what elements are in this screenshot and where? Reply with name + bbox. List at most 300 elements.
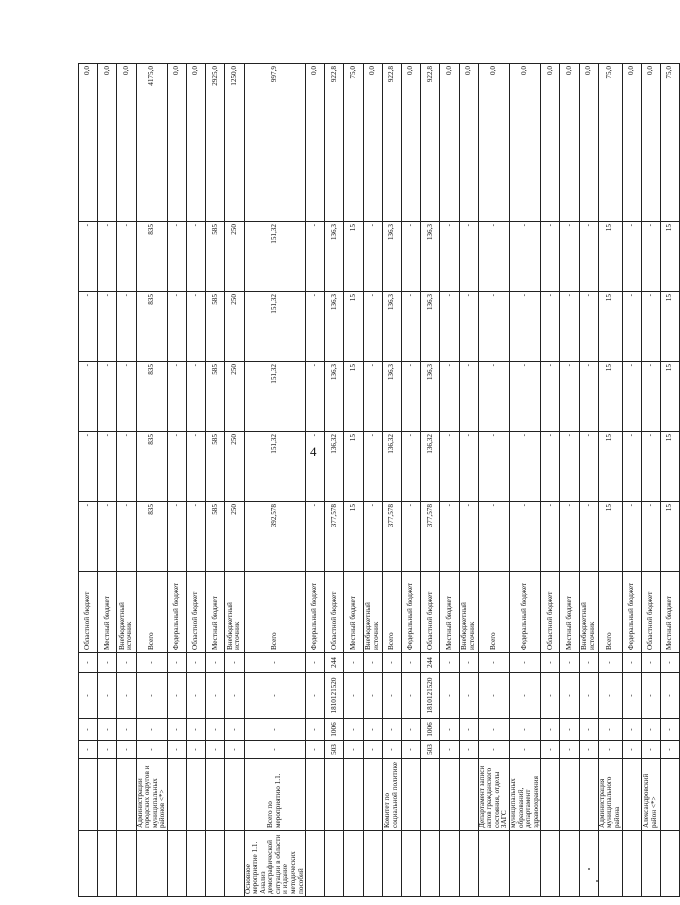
cell-source: Местный бюджет	[344, 572, 363, 653]
cell-v2020: -	[541, 222, 560, 292]
cell-rzpr: -	[622, 719, 641, 741]
cell-v2016: -	[541, 502, 560, 572]
cell-grbs: -	[459, 741, 478, 759]
cell-v2018: -	[579, 362, 598, 432]
cell-v2018: 835	[136, 362, 167, 432]
cell-v2016: -	[79, 502, 98, 572]
cell-source: Всего	[244, 572, 306, 653]
cell-rzpr: -	[187, 719, 206, 741]
cell-rzpr: -	[363, 719, 382, 741]
table-row	[598, 64, 622, 897]
cell-rzpr: -	[98, 719, 117, 741]
cell-v2020: -	[167, 222, 186, 292]
cell-v2020: 250	[225, 222, 244, 292]
cell-grbs: -	[206, 741, 225, 759]
cell-v2016: -	[363, 502, 382, 572]
cell-v2018: -	[478, 362, 509, 432]
cell-v2017: 136,32	[421, 432, 440, 502]
cell-source: Областной бюджет	[325, 572, 344, 653]
cell-source: Местный бюджет	[660, 572, 679, 653]
cell-total: 922,8	[421, 64, 440, 222]
table-row	[402, 64, 421, 897]
cell-v2017: 15	[598, 432, 622, 502]
cell-v2019: 835	[136, 292, 167, 362]
cell-rzpr: -	[440, 719, 459, 741]
cell-v2018: 136,3	[325, 362, 344, 432]
cell-grbs: -	[79, 741, 98, 759]
cell-v2019: -	[306, 292, 325, 362]
cell-source: Федеральный бюджет	[306, 572, 325, 653]
cell-csr: 1810121520	[421, 673, 440, 719]
cell-v2018: 136,3	[382, 362, 401, 432]
cell-total: 0,0	[440, 64, 459, 222]
page-number: 4	[310, 444, 317, 459]
cell-executor	[98, 759, 117, 831]
cell-name	[167, 831, 186, 897]
cell-v2016: -	[622, 502, 641, 572]
cell-executor	[459, 759, 478, 831]
cell-v2018: -	[98, 362, 117, 432]
cell-csr: -	[579, 673, 598, 719]
cell-rzpr: -	[402, 719, 421, 741]
cell-v2017: -	[641, 432, 660, 502]
cell-v2017: -	[187, 432, 206, 502]
cell-executor	[660, 759, 679, 831]
cell-vr: -	[136, 653, 167, 673]
cell-source: Всего	[136, 572, 167, 653]
cell-v2017: 250	[225, 432, 244, 502]
cell-executor: Комитет по социальной политике	[382, 759, 401, 831]
cell-grbs: -	[225, 741, 244, 759]
cell-vr: -	[478, 653, 509, 673]
cell-v2016: 250	[225, 502, 244, 572]
cell-csr: -	[306, 673, 325, 719]
cell-v2019: 136,3	[382, 292, 401, 362]
cell-vr: 244	[325, 653, 344, 673]
cell-v2019: -	[622, 292, 641, 362]
cell-v2020: 835	[136, 222, 167, 292]
cell-vr: -	[660, 653, 679, 673]
cell-v2019: 136,3	[325, 292, 344, 362]
cell-v2016: -	[187, 502, 206, 572]
cell-total: 922,8	[325, 64, 344, 222]
cell-v2016: 585	[206, 502, 225, 572]
cell-v2020: -	[440, 222, 459, 292]
cell-v2020: -	[510, 222, 541, 292]
cell-v2019: 250	[225, 292, 244, 362]
cell-v2020: -	[187, 222, 206, 292]
table-row	[325, 64, 344, 897]
cell-v2019: 151,32	[244, 292, 306, 362]
cell-name	[136, 831, 167, 897]
cell-rzpr: -	[641, 719, 660, 741]
cell-csr: -	[244, 673, 306, 719]
cell-total: 0,0	[641, 64, 660, 222]
cell-v2018: 585	[206, 362, 225, 432]
cell-v2020: 15	[598, 222, 622, 292]
cell-vr: -	[344, 653, 363, 673]
table-row	[344, 64, 363, 897]
cell-name	[402, 831, 421, 897]
cell-v2017: -	[478, 432, 509, 502]
cell-executor	[325, 759, 344, 831]
cell-grbs: -	[440, 741, 459, 759]
cell-total: 0,0	[79, 64, 98, 222]
cell-vr: -	[167, 653, 186, 673]
cell-csr: -	[478, 673, 509, 719]
cell-source: Областной бюджет	[187, 572, 206, 653]
cell-grbs: -	[510, 741, 541, 759]
cell-v2017: -	[117, 432, 136, 502]
cell-rzpr: -	[459, 719, 478, 741]
cell-v2016: -	[306, 502, 325, 572]
cell-source: Внебюджетный источник	[117, 572, 136, 653]
cell-csr: -	[167, 673, 186, 719]
cell-csr: -	[541, 673, 560, 719]
cell-executor	[167, 759, 186, 831]
cell-source: Внебюджетный источник	[459, 572, 478, 653]
cell-vr: 244	[421, 653, 440, 673]
cell-v2018: -	[402, 362, 421, 432]
cell-grbs: -	[402, 741, 421, 759]
table-row	[579, 64, 598, 897]
cell-v2020: -	[622, 222, 641, 292]
cell-rzpr: -	[541, 719, 560, 741]
cell-v2017: 136,32	[382, 432, 401, 502]
cell-rzpr: -	[344, 719, 363, 741]
cell-v2016: -	[560, 502, 579, 572]
cell-name	[478, 831, 509, 897]
table-row	[187, 64, 206, 897]
cell-total: 0,0	[167, 64, 186, 222]
cell-v2017: -	[622, 432, 641, 502]
cell-v2020: -	[579, 222, 598, 292]
cell-executor	[344, 759, 363, 831]
table-row	[225, 64, 244, 897]
cell-executor	[79, 759, 98, 831]
cell-v2019: -	[363, 292, 382, 362]
cell-name	[560, 831, 579, 897]
cell-csr: -	[402, 673, 421, 719]
cell-name	[382, 831, 401, 897]
table-row	[382, 64, 401, 897]
cell-csr: -	[660, 673, 679, 719]
cell-v2019: 15	[344, 292, 363, 362]
cell-csr: -	[206, 673, 225, 719]
cell-executor	[187, 759, 206, 831]
cell-v2020: 136,3	[421, 222, 440, 292]
cell-v2017: 15	[660, 432, 679, 502]
cell-executor	[622, 759, 641, 831]
cell-grbs: -	[598, 741, 622, 759]
cell-v2020: -	[363, 222, 382, 292]
cell-v2020: -	[306, 222, 325, 292]
cell-v2016: -	[510, 502, 541, 572]
cell-v2018: -	[622, 362, 641, 432]
cell-total: 997,9	[244, 64, 306, 222]
cell-v2019: -	[402, 292, 421, 362]
cell-executor	[440, 759, 459, 831]
cell-v2016: 377,578	[421, 502, 440, 572]
table-row	[244, 64, 306, 897]
cell-v2017: -	[402, 432, 421, 502]
cell-name: Основное мероприятие 1.1. Анализ демографической ситуации в области и издание методических пособий	[244, 831, 306, 897]
cell-v2016: 15	[598, 502, 622, 572]
cell-v2020: -	[402, 222, 421, 292]
cell-name	[344, 831, 363, 897]
cell-executor	[363, 759, 382, 831]
rotated-table-container	[78, 64, 674, 897]
cell-grbs: -	[167, 741, 186, 759]
cell-rzpr: -	[579, 719, 598, 741]
cell-v2016: -	[478, 502, 509, 572]
cell-executor	[541, 759, 560, 831]
cell-total: 0,0	[98, 64, 117, 222]
cell-v2017: -	[579, 432, 598, 502]
cell-vr: -	[363, 653, 382, 673]
cell-rzpr: -	[598, 719, 622, 741]
cell-csr: -	[510, 673, 541, 719]
cell-v2017: 15	[344, 432, 363, 502]
table-row	[440, 64, 459, 897]
cell-total: 0,0	[541, 64, 560, 222]
cell-v2017: -	[560, 432, 579, 502]
cell-name	[440, 831, 459, 897]
cell-total: 4175,0	[136, 64, 167, 222]
cell-v2017: -	[363, 432, 382, 502]
cell-rzpr: -	[225, 719, 244, 741]
cell-vr: -	[510, 653, 541, 673]
cell-vr: -	[117, 653, 136, 673]
table-row	[117, 64, 136, 897]
cell-vr: -	[98, 653, 117, 673]
table-row	[660, 64, 679, 897]
cell-executor	[579, 759, 598, 831]
cell-total: 0,0	[622, 64, 641, 222]
cell-total: 75,0	[660, 64, 679, 222]
cell-v2016: -	[440, 502, 459, 572]
cell-rzpr: -	[206, 719, 225, 741]
cell-v2018: -	[187, 362, 206, 432]
cell-v2020: 15	[660, 222, 679, 292]
cell-v2019: -	[560, 292, 579, 362]
cell-v2016: 15	[344, 502, 363, 572]
cell-vr: -	[440, 653, 459, 673]
cell-rzpr: -	[79, 719, 98, 741]
cell-v2017: -	[440, 432, 459, 502]
cell-v2019: -	[510, 292, 541, 362]
cell-source: Федеральный бюджет	[510, 572, 541, 653]
cell-grbs: -	[660, 741, 679, 759]
cell-grbs: -	[541, 741, 560, 759]
cell-name	[579, 831, 598, 897]
cell-name	[79, 831, 98, 897]
cell-vr: -	[382, 653, 401, 673]
cell-vr: -	[641, 653, 660, 673]
cell-v2018: -	[541, 362, 560, 432]
cell-vr: -	[187, 653, 206, 673]
cell-name	[510, 831, 541, 897]
cell-v2017: 136,32	[325, 432, 344, 502]
cell-rzpr: -	[382, 719, 401, 741]
cell-total: 0,0	[117, 64, 136, 222]
cell-vr: -	[244, 653, 306, 673]
cell-rzpr: -	[660, 719, 679, 741]
cell-vr: -	[225, 653, 244, 673]
table-row	[136, 64, 167, 897]
cell-source: Областной бюджет	[641, 572, 660, 653]
cell-csr: -	[622, 673, 641, 719]
cell-v2019: -	[187, 292, 206, 362]
cell-v2016: 15	[660, 502, 679, 572]
cell-csr: -	[344, 673, 363, 719]
cell-v2020: 15	[344, 222, 363, 292]
cell-total: 0,0	[478, 64, 509, 222]
cell-executor	[117, 759, 136, 831]
cell-v2018: 250	[225, 362, 244, 432]
cell-vr: -	[541, 653, 560, 673]
cell-v2016: -	[459, 502, 478, 572]
cell-csr: -	[598, 673, 622, 719]
cell-v2018: 136,3	[421, 362, 440, 432]
cell-grbs: -	[641, 741, 660, 759]
cell-v2019: -	[117, 292, 136, 362]
cell-rzpr: -	[117, 719, 136, 741]
cell-name	[325, 831, 344, 897]
cell-total: 2925,0	[206, 64, 225, 222]
cell-vr: -	[402, 653, 421, 673]
cell-v2016: -	[402, 502, 421, 572]
cell-source: Федеральный бюджет	[402, 572, 421, 653]
table-row	[79, 64, 98, 897]
cell-grbs: -	[306, 741, 325, 759]
cell-csr: -	[225, 673, 244, 719]
cell-v2020: -	[560, 222, 579, 292]
cell-rzpr: 1006	[421, 719, 440, 741]
cell-total: 0,0	[363, 64, 382, 222]
cell-csr: -	[79, 673, 98, 719]
cell-name	[117, 831, 136, 897]
cell-grbs: -	[579, 741, 598, 759]
cell-executor: Администрация муниципального района	[598, 759, 622, 831]
table-row	[622, 64, 641, 897]
cell-vr: -	[598, 653, 622, 673]
cell-csr: -	[641, 673, 660, 719]
cell-v2020: 585	[206, 222, 225, 292]
cell-executor	[402, 759, 421, 831]
cell-v2020: 136,3	[325, 222, 344, 292]
table-row	[206, 64, 225, 897]
cell-v2018: -	[117, 362, 136, 432]
cell-v2017: -	[79, 432, 98, 502]
cell-v2020: -	[459, 222, 478, 292]
cell-executor: Александровский район <*>	[641, 759, 660, 831]
cell-total: 0,0	[459, 64, 478, 222]
cell-v2020: 136,3	[382, 222, 401, 292]
cell-total: 75,0	[344, 64, 363, 222]
cell-v2020: 151,32	[244, 222, 306, 292]
table-row	[421, 64, 440, 897]
cell-source: Внебюджетный источник	[363, 572, 382, 653]
cell-vr: -	[459, 653, 478, 673]
budget-table	[78, 63, 680, 897]
cell-v2019: -	[478, 292, 509, 362]
table-row	[560, 64, 579, 897]
cell-v2018: 151,32	[244, 362, 306, 432]
cell-source: Федеральный бюджет	[167, 572, 186, 653]
cell-v2016: 377,578	[325, 502, 344, 572]
cell-source: Областной бюджет	[421, 572, 440, 653]
cell-v2018: -	[560, 362, 579, 432]
cell-v2019: -	[440, 292, 459, 362]
cell-v2017: -	[98, 432, 117, 502]
cell-v2016: 392,578	[244, 502, 306, 572]
cell-name	[225, 831, 244, 897]
cell-executor	[206, 759, 225, 831]
table-row	[167, 64, 186, 897]
cell-total: 0,0	[306, 64, 325, 222]
cell-name	[598, 831, 622, 897]
table-row	[510, 64, 541, 897]
cell-vr: -	[622, 653, 641, 673]
cell-total: 0,0	[560, 64, 579, 222]
cell-v2016: -	[98, 502, 117, 572]
cell-v2020: -	[79, 222, 98, 292]
cell-source: Федеральный бюджет	[622, 572, 641, 653]
table-row	[98, 64, 117, 897]
cell-v2020: -	[117, 222, 136, 292]
cell-rzpr: -	[136, 719, 167, 741]
cell-name	[622, 831, 641, 897]
cell-v2017: 585	[206, 432, 225, 502]
cell-rzpr: -	[167, 719, 186, 741]
cell-v2018: 15	[660, 362, 679, 432]
cell-total: 922,8	[382, 64, 401, 222]
cell-grbs: -	[98, 741, 117, 759]
cell-source: Областной бюджет	[541, 572, 560, 653]
cell-v2019: -	[79, 292, 98, 362]
cell-total: 0,0	[510, 64, 541, 222]
cell-v2016: 835	[136, 502, 167, 572]
cell-executor	[421, 759, 440, 831]
cell-source: Всего	[382, 572, 401, 653]
table-row	[641, 64, 660, 897]
cell-v2019: 585	[206, 292, 225, 362]
cell-vr: -	[206, 653, 225, 673]
cell-name	[206, 831, 225, 897]
cell-source: Местный бюджет	[98, 572, 117, 653]
cell-v2018: -	[641, 362, 660, 432]
cell-csr: -	[382, 673, 401, 719]
cell-executor: муниципальных образований, департамент здравоохранения	[510, 759, 541, 831]
cell-vr: -	[79, 653, 98, 673]
cell-grbs: -	[363, 741, 382, 759]
cell-v2016: -	[579, 502, 598, 572]
cell-v2019: -	[641, 292, 660, 362]
cell-executor: Всего по мероприятию 1.1.	[244, 759, 306, 831]
cell-vr: -	[560, 653, 579, 673]
cell-vr: -	[579, 653, 598, 673]
cell-grbs: 503	[325, 741, 344, 759]
cell-source: Местный бюджет	[440, 572, 459, 653]
cell-v2019: -	[98, 292, 117, 362]
cell-v2018: 15	[598, 362, 622, 432]
cell-v2019: -	[167, 292, 186, 362]
cell-grbs: -	[478, 741, 509, 759]
cell-grbs: -	[382, 741, 401, 759]
cell-source: Внебюджетный источник	[225, 572, 244, 653]
cell-v2020: -	[98, 222, 117, 292]
